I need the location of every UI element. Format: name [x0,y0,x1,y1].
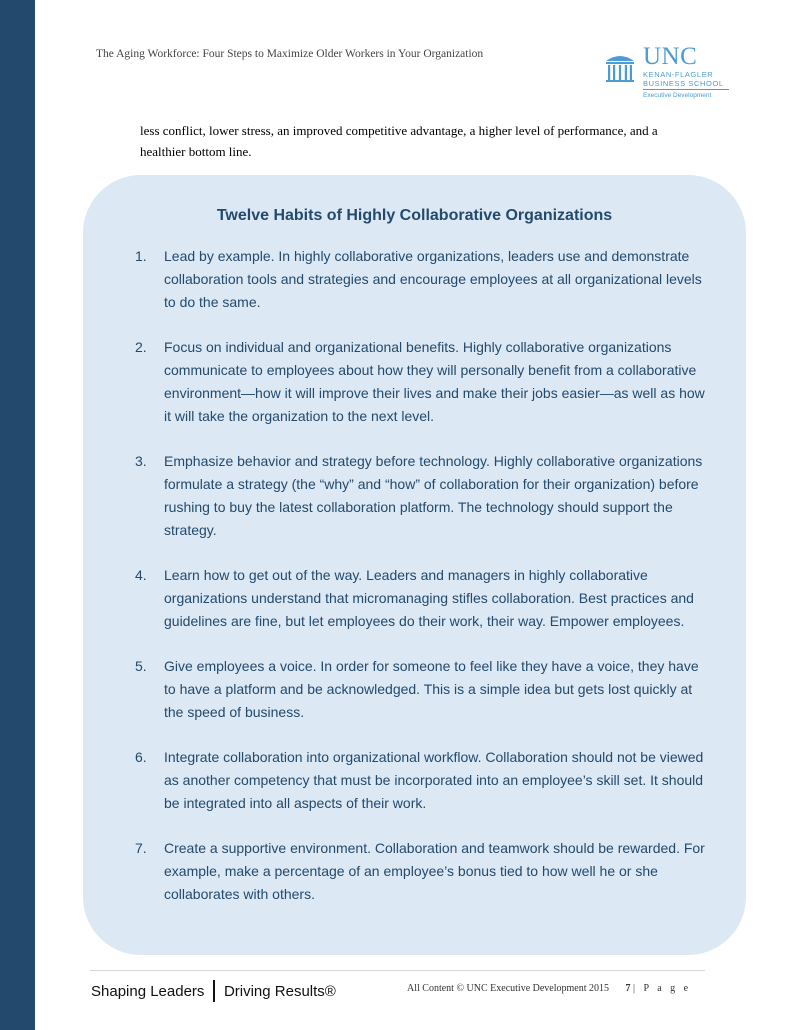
footer-slogan-right: Driving Results® [223,982,336,1000]
footer-slogan-separator [213,980,215,1002]
habits-list [83,245,746,928]
list-item [83,837,746,906]
logo-school-name [643,70,724,88]
page-number: 7 [625,983,631,994]
unc-logo [603,44,743,102]
panel-title: Twelve Habits of Highly Collaborative Organizations [216,207,613,224]
list-item-number: 5. [135,658,147,674]
list-item-text: Emphasize behavior and strategy before technology. Highly collaborative organizations formulate a strategy (the “why” and “how” of collaboration for their organization) before rushing to buy the latest collaboration platform. The technology should support the strategy. [164,453,703,538]
list-item-number: 7. [135,840,147,856]
list-item-number: 4. [135,567,147,583]
logo-wordmark: UNC [643,43,698,70]
logo-school-line2: BUSINESS SCHOOL [643,79,724,88]
list-item-text: Focus on individual and organizational benefits. Highly collaborative organizations communicate to employees about how they will personally benefit from a collaborative environment—how it will improve their lives and make their jobs easier—as well as how it will take the organization to the next level. [164,339,705,424]
old-well-icon [603,50,637,84]
footer-slogan [91,980,336,1002]
list-item-text: Integrate collaboration into organizational workflow. Collaboration should not be viewed as another competency that must be incorporated into an employee’s skill set. It should be integrated into all aspects of their work. [164,749,704,811]
list-item-text: Learn how to get out of the way. Leaders and managers in highly collaborative organizations understand that micromanaging stifles collaboration. Best practices and guidelines are fine, but let employees do their work, their way. Empower employees. [164,567,694,629]
list-item [83,245,746,314]
list-item [83,746,746,815]
logo-divider [643,89,729,90]
list-item-number: 1. [135,248,147,264]
footer-pagination [407,983,691,994]
list-item-number: 6. [135,749,147,765]
sidebar-band [0,0,35,1030]
list-item [83,450,746,542]
list-item-text: Give employees a voice. In order for someone to feel like they have a voice, they have to have a platform and be acknowledged. This is a simple idea but gets lost quickly at the speed of business. [164,658,699,720]
intro-paragraph: less conflict, lower stress, an improved competitive advantage, a higher level of performance, and a healthier bottom line. [140,123,658,159]
list-item [83,655,746,724]
logo-school-line1: KENAN-FLAGLER [643,70,714,79]
list-item-text: Lead by example. In highly collaborative organizations, leaders use and demonstrate collaboration tools and strategies and encourage employees at all organizational levels to do the same. [164,248,702,310]
list-item-text: Create a supportive environment. Collaboration and teamwork should be rewarded. For example, make a percentage of an employee’s bonus tied to how well he or she collaborates with others. [164,840,705,902]
list-item-number: 3. [135,453,147,469]
footer-divider [90,970,705,971]
footer-slogan-left: Shaping Leaders [91,982,205,1000]
list-item [83,564,746,633]
footer-copyright: All Content © UNC Executive Development 2015 [407,983,610,994]
document-header-title: The Aging Workforce: Four Steps to Maximize Older Workers in Your Organization [96,48,484,60]
logo-division: Executive Development [643,92,712,99]
page-label: | P a g e [633,983,692,994]
list-item-number: 2. [135,339,147,355]
list-item [83,336,746,428]
habits-panel [83,175,746,955]
